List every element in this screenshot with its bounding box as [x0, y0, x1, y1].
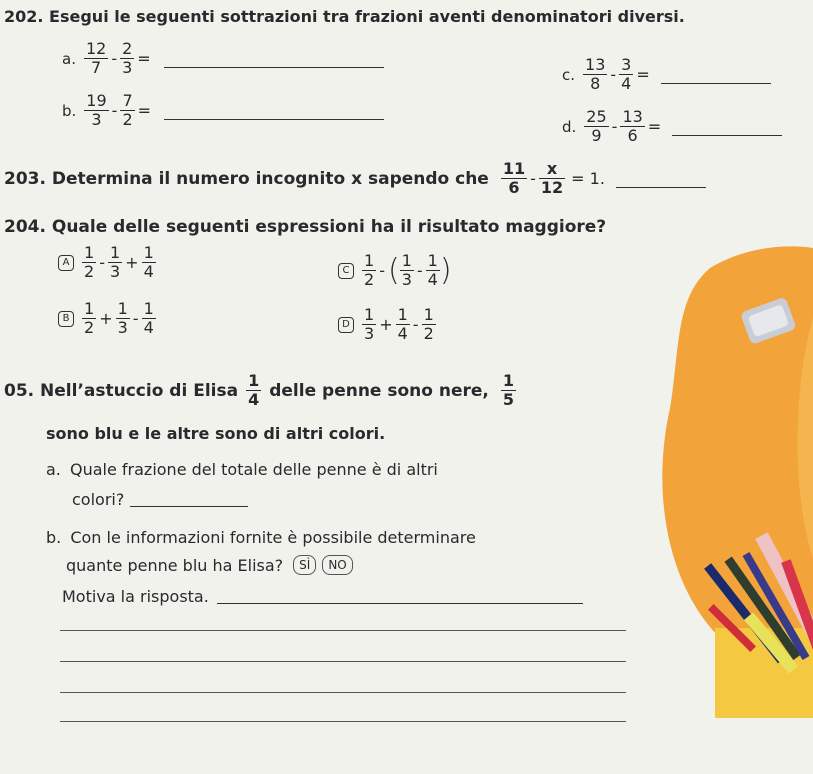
fraction: $\frac{13}{8}$: [585, 55, 606, 94]
exercise-204-header: 204. Quale delle seguenti espressioni ha il risultato maggiore?: [4, 217, 607, 237]
answer-blank[interactable]: [164, 49, 384, 68]
item-label: a.: [62, 49, 76, 68]
option-a[interactable]: A $\frac{1}{2}$ - $\frac{1}{3}$ + $\frac{1}{4}$: [58, 244, 156, 282]
fraction: $\frac{19}{3}$: [86, 91, 107, 130]
exercise-202-c: c. $\frac{13}{8}$ - $\frac{3}{4}$ =: [562, 56, 771, 94]
fraction: $\frac{12}{7}$: [85, 39, 107, 78]
exercise-205-header-line2: sono blu e le altre sono di altri colori.: [46, 424, 386, 443]
question-b: b. Con le informazioni fornite è possibile determinare: [46, 528, 476, 547]
answer-line[interactable]: [60, 721, 626, 722]
fraction: $\frac{7}{2}$: [122, 91, 133, 130]
exercise-203: 203. Determina il numero incognito x sapendo che $\frac{11}{6}$ - $\frac{x}{12}$ = 1.: [4, 160, 706, 198]
exercise-202-a: a. $\frac{12}{7}$ - $\frac{2}{3}$ =: [62, 40, 384, 78]
answer-blank[interactable]: [130, 492, 248, 507]
option-b[interactable]: B $\frac{1}{2}$ + $\frac{1}{3}$ - $\frac{1}{4}$: [58, 300, 156, 338]
fraction: $\frac{1}{2}$: [84, 243, 95, 282]
fraction: $\frac{3}{4}$: [621, 55, 632, 94]
exercise-202-d: d. $\frac{25}{9}$ - $\frac{13}{6}$ =: [562, 108, 782, 146]
answer-blank[interactable]: [672, 117, 782, 136]
item-label: d.: [562, 117, 577, 136]
answer-line[interactable]: [60, 661, 626, 662]
answer-line[interactable]: [60, 630, 626, 631]
question-a-line2: colori?: [72, 490, 248, 509]
option-d[interactable]: D $\frac{1}{3}$ + $\frac{1}{4}$ - $\frac{1}{2}$: [338, 306, 436, 344]
exercise-202-b: b. $\frac{19}{3}$ - $\frac{7}{2}$ =: [62, 92, 384, 130]
fraction: $\frac{1}{4}$: [397, 305, 408, 344]
fraction: $\frac{1}{5}$: [502, 371, 515, 410]
fraction: $\frac{1}{3}$: [117, 299, 128, 338]
motiva-line: Motiva la risposta.: [62, 587, 583, 606]
fraction: $\frac{1}{2}$: [84, 299, 95, 338]
fraction: $\frac{1}{3}$: [401, 251, 412, 290]
fraction: $\frac{1}{3}$: [364, 305, 375, 344]
answer-blank[interactable]: [217, 589, 583, 604]
option-badge[interactable]: B: [58, 311, 74, 327]
answer-line[interactable]: [60, 692, 626, 693]
yes-option[interactable]: SÌ: [293, 555, 316, 575]
item-label: b.: [62, 101, 77, 120]
exercise-203-header: 203. Determina il numero incognito x sapendo che: [4, 168, 489, 189]
fraction: $\frac{x}{12}$: [540, 159, 564, 198]
option-badge[interactable]: A: [58, 255, 74, 271]
option-badge[interactable]: C: [338, 263, 354, 279]
answer-blank[interactable]: [616, 169, 706, 188]
option-c[interactable]: C $\frac{1}{2}$ - ( $\frac{1}{3}$ - $\frac{1}{4}$ ): [338, 252, 452, 290]
fraction: $\frac{1}{2}$: [423, 305, 434, 344]
fraction: $\frac{1}{4}$: [143, 299, 154, 338]
question-a: a. Quale frazione del totale delle penne è di altri: [46, 460, 438, 479]
fraction: $\frac{1}{4}$: [427, 251, 438, 290]
question-b-line2: quante penne blu ha Elisa? SÌ NO: [66, 555, 353, 575]
fraction: $\frac{1}{4}$: [248, 371, 260, 410]
fraction: $\frac{1}{2}$: [364, 251, 375, 290]
exercise-205-header: 05. Nell’astuccio di Elisa $\frac{1}{4}$ delle penne sono nere, $\frac{1}{5}$: [4, 371, 515, 410]
option-badge[interactable]: D: [338, 317, 354, 333]
fraction: $\frac{1}{4}$: [143, 243, 154, 282]
item-label: c.: [562, 65, 576, 84]
fraction: $\frac{2}{3}$: [122, 39, 133, 78]
fraction: $\frac{1}{3}$: [109, 243, 121, 282]
exercise-202-header: 202. Esegui le seguenti sottrazioni tra frazioni aventi denominatori diversi.: [4, 7, 685, 26]
no-option[interactable]: NO: [322, 555, 352, 575]
fraction: $\frac{13}{6}$: [622, 107, 643, 146]
fraction: $\frac{11}{6}$: [502, 159, 526, 198]
fraction: $\frac{25}{9}$: [586, 107, 607, 146]
answer-blank[interactable]: [661, 65, 771, 84]
answer-blank[interactable]: [164, 101, 384, 120]
